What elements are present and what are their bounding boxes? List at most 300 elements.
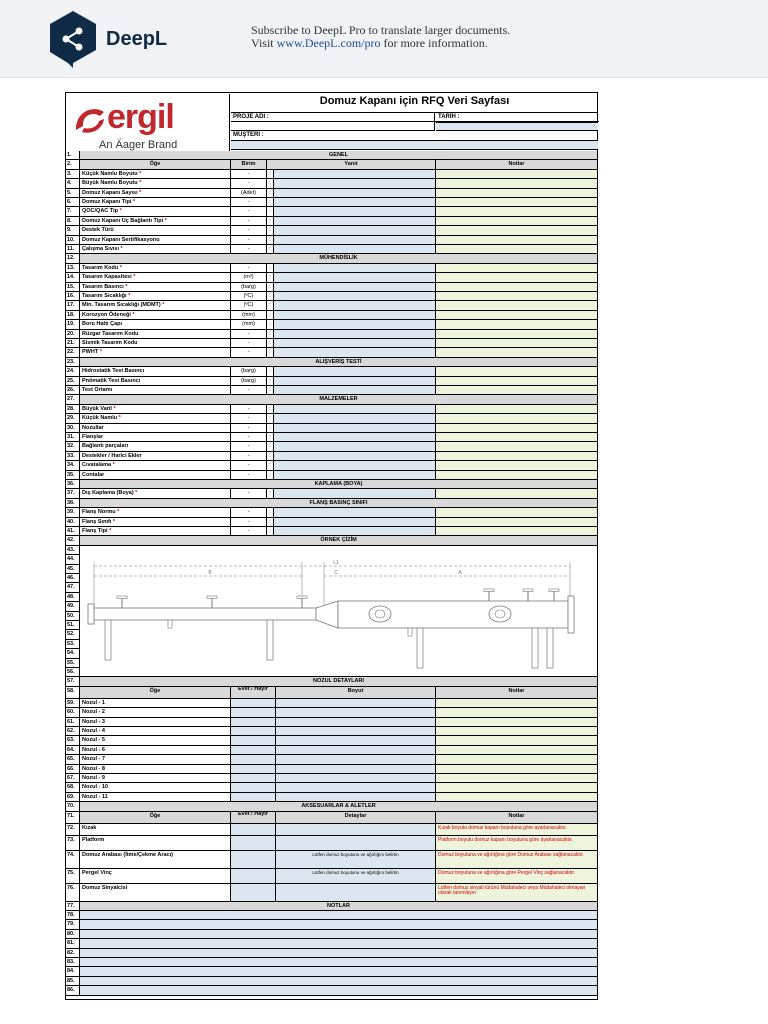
unit-cell: (barg) — [231, 283, 267, 292]
colon-separator: : — [267, 452, 274, 461]
section-header: ÖRNEK ÇİZİM — [80, 536, 598, 545]
unit-cell: - — [231, 433, 267, 442]
answer-input[interactable] — [274, 179, 436, 188]
answer-input[interactable] — [274, 330, 436, 339]
row-number: 18. — [66, 311, 80, 320]
yes-no-input[interactable] — [231, 746, 276, 755]
nozzle-flange — [523, 589, 533, 592]
colon-separator: : — [267, 311, 274, 320]
notes-input[interactable] — [436, 273, 598, 282]
answer-input[interactable] — [274, 301, 436, 310]
notes-input[interactable] — [436, 414, 598, 423]
answer-input[interactable] — [274, 386, 436, 395]
notes-input[interactable] — [436, 405, 598, 414]
reducer — [316, 601, 338, 628]
required-marker: * — [137, 170, 142, 177]
unit-cell: - — [231, 179, 267, 188]
notes-input[interactable] — [436, 339, 598, 348]
colon-separator: : — [267, 236, 274, 245]
colon-separator: : — [267, 245, 274, 254]
date-label: TARİH : — [438, 114, 460, 120]
note-input[interactable] — [80, 986, 598, 995]
colon-separator: : — [267, 217, 274, 226]
row-number: 32. — [66, 442, 80, 451]
required-marker: * — [115, 509, 120, 516]
notes-input[interactable] — [436, 452, 598, 461]
colon-separator: : — [267, 320, 274, 329]
unit-cell: - — [231, 471, 267, 480]
row-number: 6. — [66, 198, 80, 207]
notes-input[interactable] — [436, 727, 598, 736]
answer-input[interactable] — [274, 311, 436, 320]
section-header-accessories: AKSESUARLAR & ALETLER — [80, 802, 598, 811]
notes-input[interactable] — [436, 179, 598, 188]
size-input[interactable] — [276, 793, 436, 802]
answer-input[interactable] — [274, 283, 436, 292]
colon-separator: : — [267, 283, 274, 292]
row-number: 24. — [66, 367, 80, 376]
answer-input[interactable] — [274, 236, 436, 245]
notes-input[interactable] — [436, 793, 598, 802]
colon-separator: : — [267, 170, 274, 179]
row-number: 46. — [66, 574, 80, 583]
column-header-notes: Notlar — [436, 687, 598, 699]
required-marker: * — [117, 208, 122, 215]
accessory-note: Platform boyutu domuz kapanı boyutuna göre ayarlanacaktır. — [436, 836, 598, 851]
unit-cell: - — [231, 405, 267, 414]
yes-no-input[interactable] — [231, 783, 276, 792]
answer-input[interactable] — [274, 377, 436, 386]
field-label: Tasarım Kapasitesi * — [80, 273, 231, 282]
notes-input[interactable] — [436, 708, 598, 717]
row-number: 73. — [66, 836, 80, 851]
unit-cell: - — [231, 452, 267, 461]
note-input[interactable] — [80, 920, 598, 929]
required-marker: * — [160, 302, 165, 309]
notes-input[interactable] — [436, 699, 598, 708]
notes-input[interactable] — [436, 461, 598, 470]
notes-input[interactable] — [436, 245, 598, 254]
size-input[interactable] — [276, 708, 436, 717]
accessory-label: Domuz Arabası (İtme/Çekme Aracı) — [80, 851, 231, 869]
answer-input[interactable] — [274, 245, 436, 254]
yes-no-input[interactable] — [231, 736, 276, 745]
answer-input[interactable] — [274, 508, 436, 517]
answer-input[interactable] — [274, 367, 436, 376]
section-header-nozzle: NOZUL DETAYLARI — [80, 677, 598, 686]
details-cell[interactable]: Lütfen domuz boyutunu ve ağırlığını belirtin — [276, 869, 436, 884]
answer-input[interactable] — [274, 527, 436, 536]
details-cell[interactable] — [276, 824, 436, 836]
yes-no-input[interactable] — [231, 765, 276, 774]
rfq-data-sheet — [65, 92, 598, 1000]
accessory-note: Lütfen domuz sinyali türünü Müdahaleci veya Müdahaleci olmayan olarak tanımlayın — [436, 884, 598, 902]
unit-cell: - — [231, 386, 267, 395]
notes-input[interactable] — [436, 217, 598, 226]
notes-input[interactable] — [436, 264, 598, 273]
row-number: 75. — [66, 869, 80, 884]
row-number: 2. — [66, 160, 80, 169]
notes-input[interactable] — [436, 518, 598, 527]
row-number: 74. — [66, 851, 80, 869]
support-leg — [105, 620, 111, 660]
customer-field[interactable] — [231, 131, 599, 140]
deepl-pro-link[interactable]: www.DeepL.com/pro — [276, 36, 381, 50]
row-number: 51. — [66, 621, 80, 630]
field-label: Destek Türü — [80, 226, 231, 235]
nozzle-flange — [207, 596, 217, 599]
column-header-unit: Birim — [231, 160, 267, 169]
note-input[interactable] — [80, 977, 598, 986]
yes-no-input[interactable] — [231, 869, 276, 884]
unit-cell: (mm) — [231, 311, 267, 320]
yes-no-input[interactable] — [231, 727, 276, 736]
notes-input[interactable] — [436, 433, 598, 442]
notes-input[interactable] — [436, 320, 598, 329]
notes-input[interactable] — [436, 442, 598, 451]
colon-separator: : — [267, 207, 274, 216]
accessory-note: Domuz boyutuna ve ağırlığına göre Domuz Arabası sağlanacaktır. — [436, 851, 598, 869]
unit-cell: - — [231, 170, 267, 179]
answer-input[interactable] — [274, 170, 436, 179]
colon-separator: : — [267, 189, 274, 198]
required-marker: * — [117, 415, 121, 422]
field-label: PWHT * — [80, 348, 231, 357]
required-marker: * — [126, 293, 131, 299]
column-header-yes-no: Evet / Hayır — [231, 687, 276, 699]
row-number: 84. — [66, 967, 80, 976]
yes-no-input[interactable] — [231, 884, 276, 902]
required-marker: * — [119, 246, 123, 252]
sheet-title: Domuz Kapanı için RFQ Veri Sayfası — [231, 95, 598, 113]
note-input[interactable] — [80, 958, 598, 967]
field-label: Min. Tasarım Sıcaklığı (MDMT) * — [80, 301, 231, 310]
end-closure — [568, 596, 574, 633]
nozzle-flange — [297, 596, 307, 599]
field-label: Tasarım Sıcaklığı * — [80, 292, 231, 301]
required-marker: * — [133, 490, 138, 497]
nozzle-label: Nozul - 9 — [80, 774, 231, 783]
row-number: 20. — [66, 330, 80, 339]
answer-input[interactable] — [274, 433, 436, 442]
dimension-label-b: B — [208, 569, 212, 576]
answer-input[interactable] — [274, 217, 436, 226]
answer-input[interactable] — [274, 198, 436, 207]
row-number: 81. — [66, 939, 80, 948]
unit-cell: - — [231, 217, 267, 226]
side-nozzle-bore — [495, 610, 505, 618]
field-label: Domuz Kapanı Sertifikasyonu — [80, 236, 231, 245]
size-input[interactable] — [276, 718, 436, 727]
required-marker: * — [123, 283, 128, 290]
row-number: 37. — [66, 489, 80, 498]
notes-input[interactable] — [436, 207, 598, 216]
notes-input[interactable] — [436, 292, 598, 301]
yes-no-input[interactable] — [231, 793, 276, 802]
row-number: 68. — [66, 783, 80, 792]
section-header: KAPLAMA (BOYA) — [80, 480, 598, 489]
support-leg — [532, 628, 538, 668]
row-number: 62. — [66, 727, 80, 736]
answer-input[interactable] — [274, 424, 436, 433]
notes-input[interactable] — [436, 377, 598, 386]
yes-no-input[interactable] — [231, 774, 276, 783]
unit-cell: - — [231, 226, 267, 235]
banner-message — [251, 24, 510, 50]
answer-input[interactable] — [274, 461, 436, 470]
answer-input[interactable] — [274, 320, 436, 329]
yes-no-input[interactable] — [231, 836, 276, 851]
column-header-details: Detaylar — [276, 812, 436, 824]
notes-input[interactable] — [436, 755, 598, 764]
banner-line-2-prefix: Visit — [251, 36, 277, 50]
colon-separator: : — [267, 264, 274, 273]
drain-nozzle — [168, 620, 172, 628]
answer-input[interactable] — [274, 489, 436, 498]
row-number: 60. — [66, 708, 80, 717]
field-label: Contalar — [80, 471, 231, 480]
required-marker: * — [98, 349, 102, 356]
answer-input[interactable] — [274, 189, 436, 198]
deepl-logo[interactable] — [48, 10, 167, 68]
notes-input[interactable] — [436, 367, 598, 376]
notes-input[interactable] — [436, 226, 598, 235]
field-label: Küçük Namlu Boyutu * — [80, 170, 231, 179]
required-marker: * — [111, 518, 116, 525]
unit-cell: - — [231, 245, 267, 254]
yes-no-input[interactable] — [231, 824, 276, 836]
colon-separator: : — [267, 386, 274, 395]
notes-input[interactable] — [436, 471, 598, 480]
notes-input[interactable] — [436, 198, 598, 207]
notes-input[interactable] — [436, 527, 598, 536]
note-input[interactable] — [80, 949, 598, 958]
row-number: 36. — [66, 480, 80, 489]
column-header-answer: Yanıt — [267, 160, 436, 169]
notes-input[interactable] — [436, 736, 598, 745]
note-input[interactable] — [80, 930, 598, 939]
notes-input[interactable] — [436, 330, 598, 339]
answer-input[interactable] — [274, 339, 436, 348]
field-label: Flanşlar — [80, 433, 231, 442]
row-number: 10. — [66, 236, 80, 245]
unit-cell: (ºC) — [231, 292, 267, 301]
notes-input[interactable] — [436, 424, 598, 433]
field-label: Flanş Normu * — [80, 508, 231, 517]
row-number: 78. — [66, 911, 80, 920]
drain-nozzle — [408, 628, 412, 636]
notes-input[interactable] — [436, 783, 598, 792]
answer-input[interactable] — [274, 452, 436, 461]
size-input[interactable] — [276, 774, 436, 783]
colon-separator: : — [267, 414, 274, 423]
row-number: 9. — [66, 226, 80, 235]
answer-input[interactable] — [274, 273, 436, 282]
row-number: 39. — [66, 508, 80, 517]
company-logo — [67, 94, 230, 151]
row-number: 14. — [66, 273, 80, 282]
notes-input[interactable] — [436, 236, 598, 245]
nozzle-flange — [549, 589, 559, 592]
details-cell[interactable] — [276, 836, 436, 851]
answer-input[interactable] — [274, 348, 436, 357]
notes-input[interactable] — [436, 718, 598, 727]
row-number: 53. — [66, 640, 80, 649]
notes-input[interactable] — [436, 489, 598, 498]
accessory-label: Pergel Vinç — [80, 869, 231, 884]
field-label: Rüzgar Tasarım Kodu — [80, 330, 231, 339]
unit-cell: (mm) — [231, 320, 267, 329]
size-input[interactable] — [276, 746, 436, 755]
accessory-note: Kızak boyutu domuz kapanı boyutuna göre ayarlanacaktır. — [436, 824, 598, 836]
section-header-notes: NOTLAR — [80, 902, 598, 911]
accessory-label: Domuz Sinyalcisi — [80, 884, 231, 902]
required-marker: * — [131, 274, 136, 281]
side-nozzle-bore — [375, 610, 385, 618]
customer-label: MÜŞTERİ : — [233, 132, 264, 138]
column-header-notes: Notlar — [436, 160, 598, 169]
unit-cell: (Adet) — [231, 189, 267, 198]
row-number: 76. — [66, 884, 80, 902]
notes-input[interactable] — [436, 774, 598, 783]
required-marker: * — [118, 264, 122, 271]
size-input[interactable] — [276, 755, 436, 764]
colon-separator: : — [267, 433, 274, 442]
colon-separator: : — [267, 461, 274, 470]
accessory-label: Kızak — [80, 824, 231, 836]
notes-input[interactable] — [436, 189, 598, 198]
unit-cell: - — [231, 330, 267, 339]
nozzle-label: Nozul - 10 — [80, 783, 231, 792]
unit-cell: (barg) — [231, 367, 267, 376]
project-name-input[interactable] — [231, 122, 434, 131]
row-number: 72. — [66, 824, 80, 836]
nozzle-label: Nozul - 8 — [80, 765, 231, 774]
answer-input[interactable] — [274, 442, 436, 451]
row-number: 66. — [66, 765, 80, 774]
answer-input[interactable] — [274, 207, 436, 216]
colon-separator: : — [267, 442, 274, 451]
row-number: 82. — [66, 949, 80, 958]
notes-input[interactable] — [436, 746, 598, 755]
field-label: Dış Kaplama (Boya) * — [80, 489, 231, 498]
required-marker: * — [137, 189, 142, 196]
row-number: 16. — [66, 292, 80, 301]
section-header: FLANŞ BASINÇ SINIFI — [80, 499, 598, 508]
size-input[interactable] — [276, 736, 436, 745]
size-input[interactable] — [276, 727, 436, 736]
row-number: 79. — [66, 920, 80, 929]
yes-no-input[interactable] — [231, 699, 276, 708]
column-header-item: Öğe — [80, 160, 231, 169]
row-number: 70. — [66, 802, 80, 811]
nozzle-label: Nozul - 3 — [80, 718, 231, 727]
notes-input[interactable] — [436, 311, 598, 320]
field-label: Nozullar — [80, 424, 231, 433]
note-input[interactable] — [80, 939, 598, 948]
notes-input[interactable] — [436, 170, 598, 179]
row-number: 54. — [66, 649, 80, 658]
customer-input[interactable] — [231, 140, 598, 150]
pig-trap-example-drawing — [80, 546, 598, 678]
row-number: 27. — [66, 395, 80, 404]
row-number: 65. — [66, 755, 80, 764]
nozzle-label: Nozul - 6 — [80, 746, 231, 755]
column-header-yes-no: Evet / Hayır — [231, 812, 276, 824]
field-label: Sismik Tasarım Kodu — [80, 339, 231, 348]
date-input[interactable] — [436, 122, 598, 131]
unit-cell: - — [231, 508, 267, 517]
row-number: 13. — [66, 264, 80, 273]
dimension-label-c: C — [334, 569, 338, 576]
answer-input[interactable] — [274, 264, 436, 273]
details-cell[interactable] — [276, 884, 436, 902]
row-number: 86. — [66, 986, 80, 995]
support-leg — [267, 620, 273, 660]
colon-separator: : — [267, 339, 274, 348]
row-number: 59. — [66, 699, 80, 708]
notes-input[interactable] — [436, 348, 598, 357]
row-number: 19. — [66, 320, 80, 329]
row-number: 30. — [66, 424, 80, 433]
row-number: 69. — [66, 793, 80, 802]
details-cell[interactable]: Lütfen domuz boyutunu ve ağırlığını belirtin — [276, 851, 436, 869]
unit-cell: - — [231, 489, 267, 498]
answer-input[interactable] — [274, 518, 436, 527]
unit-cell: - — [231, 198, 267, 207]
size-input[interactable] — [276, 783, 436, 792]
colon-separator: : — [267, 301, 274, 310]
yes-no-input[interactable] — [231, 708, 276, 717]
row-number: 61. — [66, 718, 80, 727]
row-number: 57. — [66, 677, 80, 686]
row-number: 7. — [66, 207, 80, 216]
row-number: 80. — [66, 930, 80, 939]
field-label: Destekler / Harici Ekler — [80, 452, 231, 461]
required-marker: * — [163, 217, 167, 224]
note-input[interactable] — [80, 911, 598, 920]
answer-input[interactable] — [274, 414, 436, 423]
notes-input[interactable] — [436, 508, 598, 517]
column-header-notes: Notlar — [436, 812, 598, 824]
answer-input[interactable] — [274, 405, 436, 414]
answer-input[interactable] — [274, 226, 436, 235]
size-input[interactable] — [276, 765, 436, 774]
answer-input[interactable] — [274, 292, 436, 301]
required-marker: * — [130, 311, 135, 318]
size-input[interactable] — [276, 699, 436, 708]
row-number: 4. — [66, 179, 80, 188]
ergil-wordmark: ergil — [107, 98, 174, 136]
yes-no-input[interactable] — [231, 718, 276, 727]
notes-input[interactable] — [436, 283, 598, 292]
notes-input[interactable] — [436, 386, 598, 395]
yes-no-input[interactable] — [231, 851, 276, 869]
project-name-field[interactable] — [231, 113, 599, 122]
nozzle-label: Nozul - 5 — [80, 736, 231, 745]
answer-input[interactable] — [274, 471, 436, 480]
row-number: 34. — [66, 461, 80, 470]
row-number: 11. — [66, 245, 80, 254]
notes-input[interactable] — [436, 765, 598, 774]
notes-input[interactable] — [436, 301, 598, 310]
note-input[interactable] — [80, 967, 598, 976]
row-number: 12. — [66, 254, 80, 263]
field-label: Flanş Sınıfı * — [80, 518, 231, 527]
row-number: 40. — [66, 518, 80, 527]
yes-no-input[interactable] — [231, 755, 276, 764]
field-label: Bağlantı parçaları — [80, 442, 231, 451]
